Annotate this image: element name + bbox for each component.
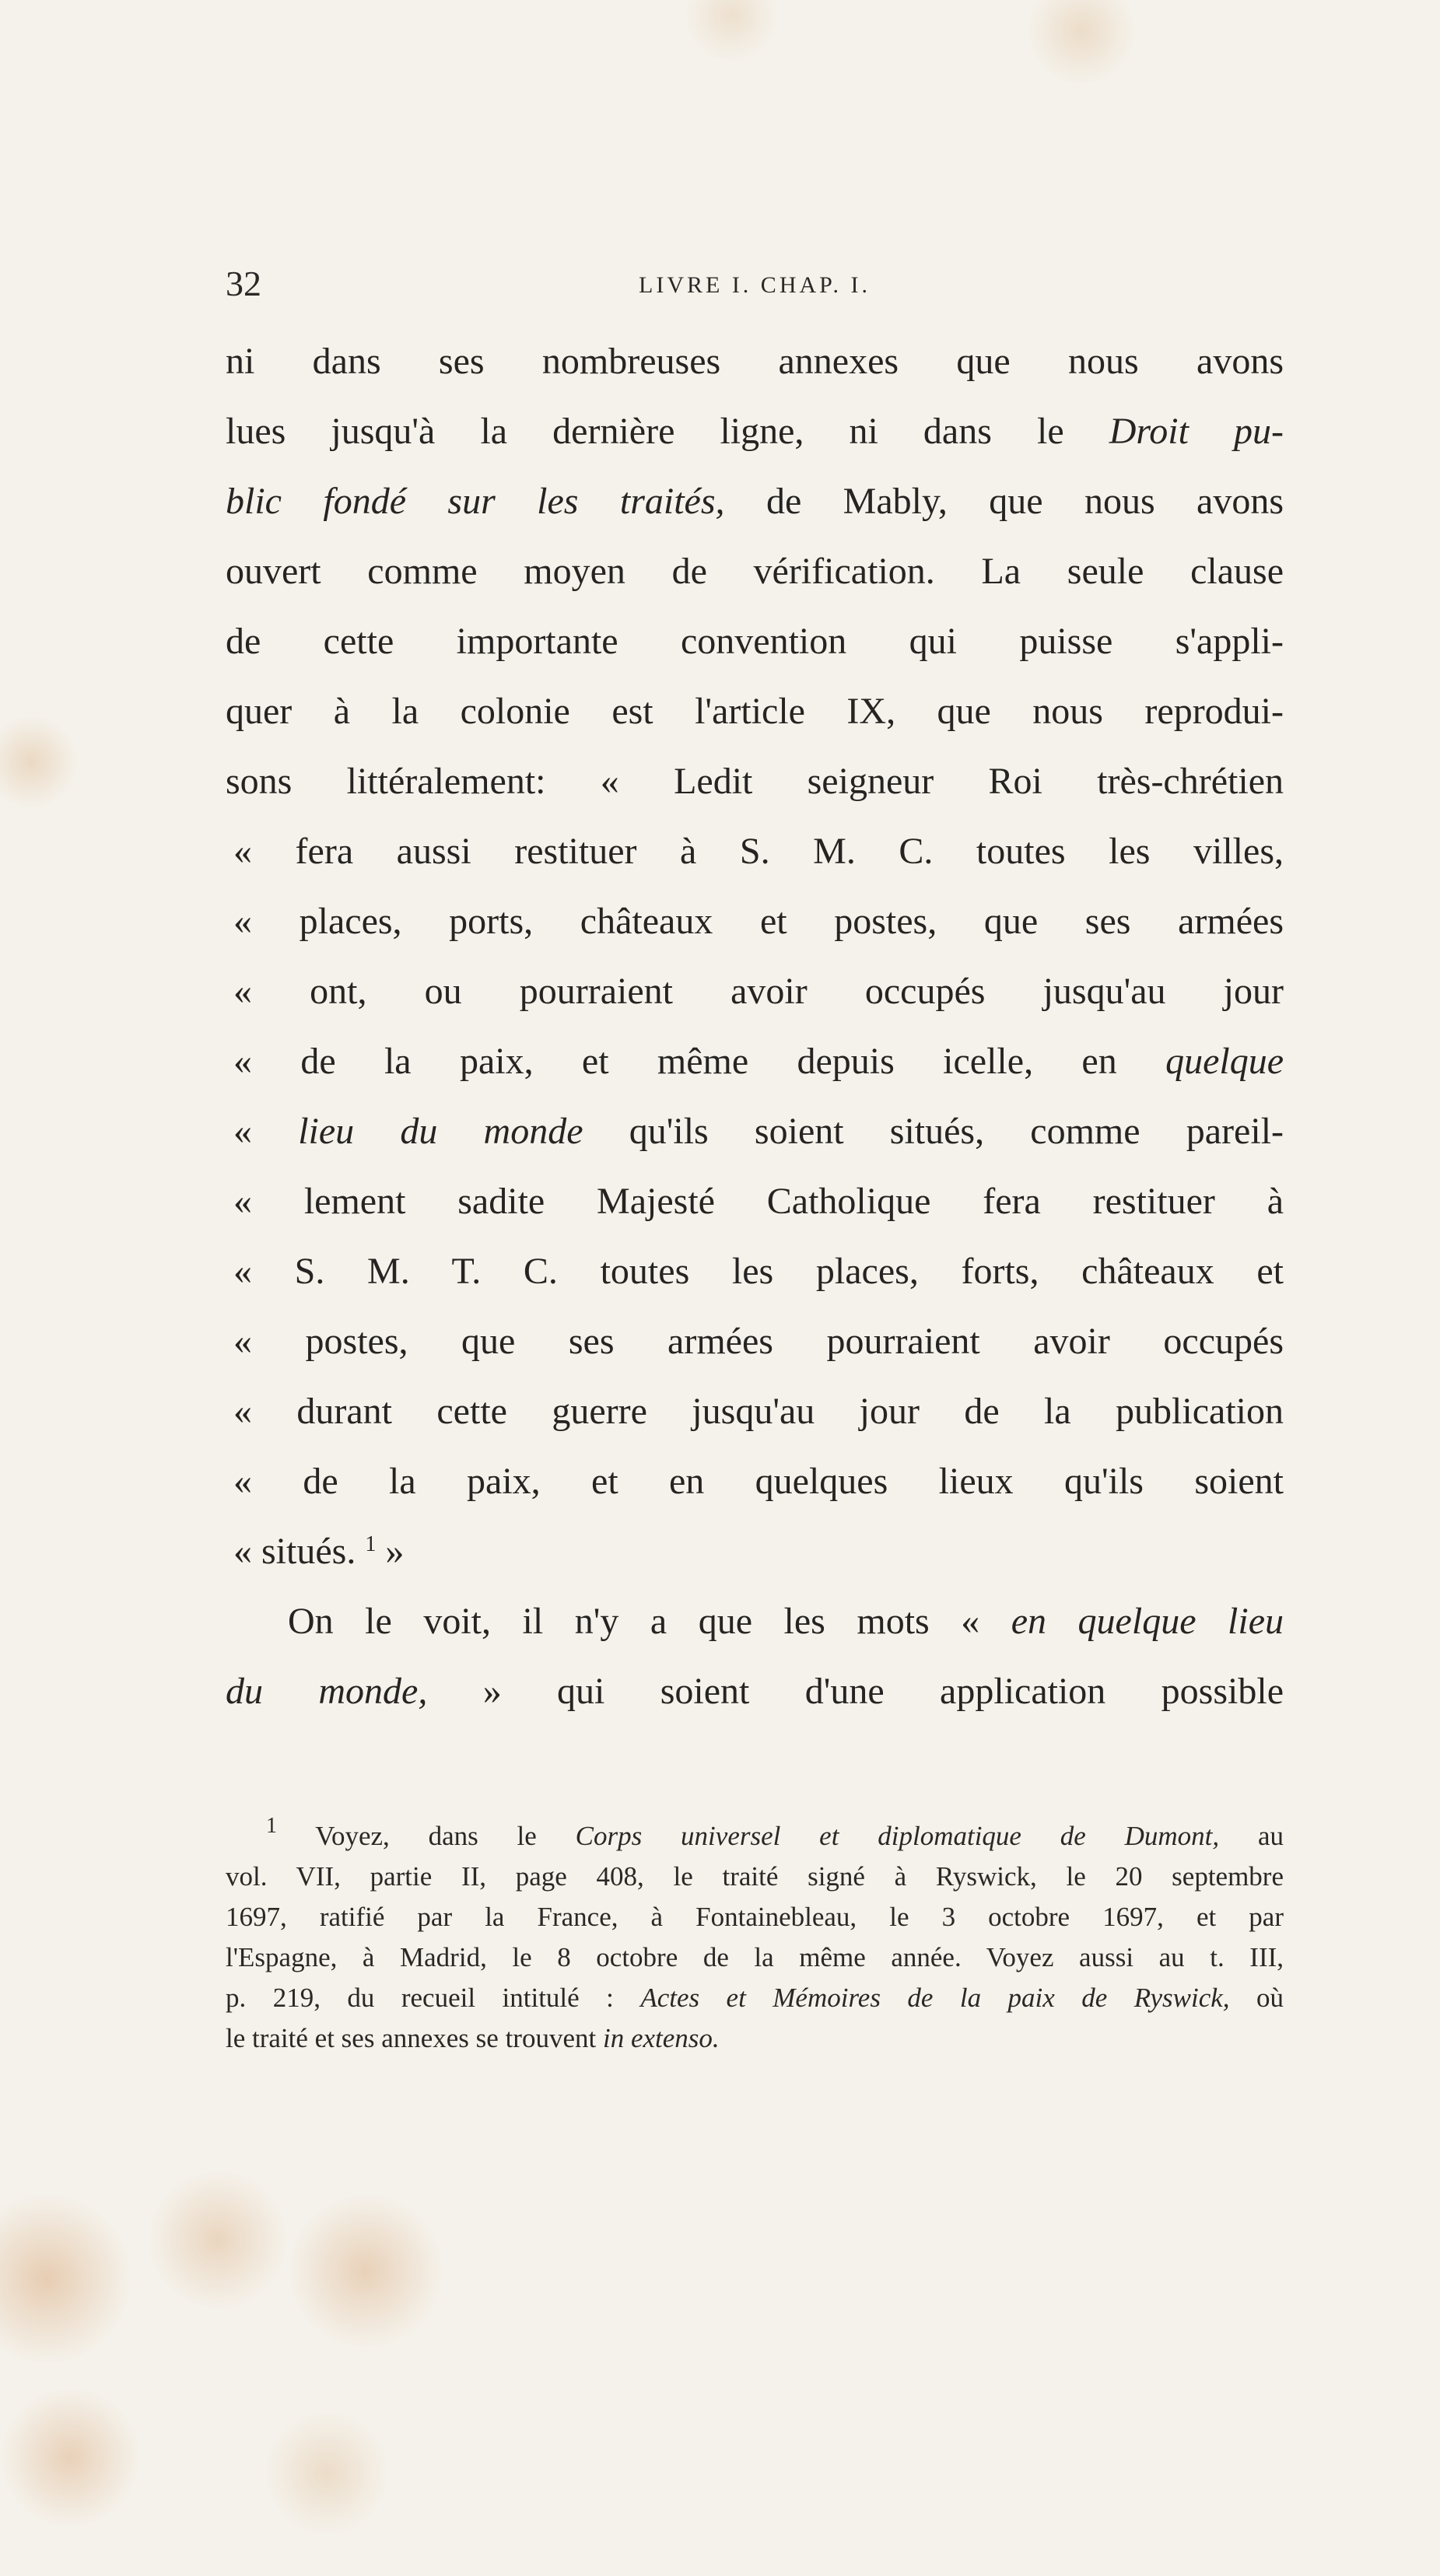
running-head: LIVRE I. CHAP. I.: [639, 272, 871, 298]
text-span: p. 219, du recueil intitulé :: [226, 1983, 614, 2013]
text-line: [226, 1657, 1284, 1727]
text-span: » qui soient d'une application possible: [482, 1671, 1284, 1712]
italic-title: Actes et Mémoires de la paix de Ryswick,: [640, 1983, 1230, 2013]
italic-phrase: in extenso.: [602, 2023, 720, 2053]
page-number: 32: [226, 264, 261, 303]
italic-phrase: en quelque lieu: [1011, 1601, 1284, 1642]
text-line: ouvert comme moyen de vérification. La seule clause: [226, 551, 1284, 592]
italic-phrase: du monde,: [226, 1671, 428, 1712]
quote-line: « durant cette guerre jusqu'au jour de la publication: [233, 1391, 1284, 1432]
quote-line: « fera aussi restituer à S. M. C. toutes les villes,: [233, 831, 1284, 872]
text-line: de cette importante convention qui puisse s'appli-: [226, 621, 1284, 662]
quote-mark: «: [233, 1111, 252, 1152]
quote-mark: »: [385, 1531, 405, 1572]
text-span: le traité et ses annexes se trouvent: [226, 2023, 597, 2053]
footnote-line: 1697, ratifié par la France, à Fontainebleau, le 3 octobre 1697, et par: [226, 1902, 1284, 1932]
italic-phrase: quelque: [1165, 1041, 1284, 1082]
footnote-line: vol. VII, partie II, page 408, le traité signé à Ryswick, le 20 septembre: [226, 1861, 1284, 1892]
quote-line: « lement sadite Majesté Catholique fera restituer à: [233, 1181, 1284, 1222]
quote-line: [226, 1027, 1284, 1097]
footnote-line: l'Espagne, à Madrid, le 8 octobre de la même année. Voyez aussi au t. III,: [226, 1942, 1284, 1972]
text-line: [226, 397, 1284, 467]
quote-line: « postes, que ses armées pourraient avoir occupés: [233, 1321, 1284, 1362]
quote-line: « S. M. T. C. toutes les places, forts, châteaux et: [233, 1251, 1284, 1292]
quote-line: « ont, ou pourraient avoir occupés jusqu'au jour: [233, 971, 1284, 1012]
text-span: « situés.: [233, 1531, 356, 1572]
text-span: « de la paix, et même depuis icelle, en: [233, 1041, 1117, 1082]
quote-line: [226, 1517, 1284, 1587]
text-span: Voyez, dans le: [315, 1821, 537, 1851]
text-line: [226, 1587, 1284, 1657]
footnote: [226, 1816, 1284, 2059]
footnote-line: [226, 2018, 1284, 2059]
quote-line: [226, 1097, 1284, 1167]
quote-line: « places, ports, châteaux et postes, que ses armées: [233, 901, 1284, 942]
italic-title: Droit pu-: [1109, 411, 1284, 452]
text-line: ni dans ses nombreuses annexes que nous avons: [226, 341, 1284, 382]
text-span: lues jusqu'à la dernière ligne, ni dans le: [226, 411, 1064, 452]
text-line: quer à la colonie est l'article IX, que nous reprodui-: [226, 691, 1284, 732]
footnote-marker: 1: [266, 1814, 277, 1838]
footnote-line: [226, 1816, 1284, 1857]
text-span: au: [1257, 1821, 1284, 1851]
italic-phrase: lieu du monde: [298, 1111, 583, 1152]
footnote-marker: 1: [365, 1532, 377, 1556]
main-text: [226, 327, 1284, 1727]
italic-title: Corps universel et diplomatique de Dumont,: [575, 1821, 1220, 1851]
text-line: sons littéralement: « Ledit seigneur Roi très-chrétien: [226, 761, 1284, 802]
text-line: [226, 467, 1284, 537]
quote-line: « de la paix, et en quelques lieux qu'ils soient: [233, 1461, 1284, 1502]
page-header: [226, 261, 1284, 307]
text-span: où: [1256, 1983, 1284, 2013]
text-span: qu'ils soient situés, comme pareil-: [629, 1111, 1284, 1152]
text-span: de Mably, que nous avons: [766, 481, 1284, 522]
italic-title: blic fondé sur les traités,: [226, 481, 725, 522]
footnote-line: [226, 1978, 1284, 2018]
text-span: On le voit, il n'y a que les mots «: [288, 1601, 980, 1642]
